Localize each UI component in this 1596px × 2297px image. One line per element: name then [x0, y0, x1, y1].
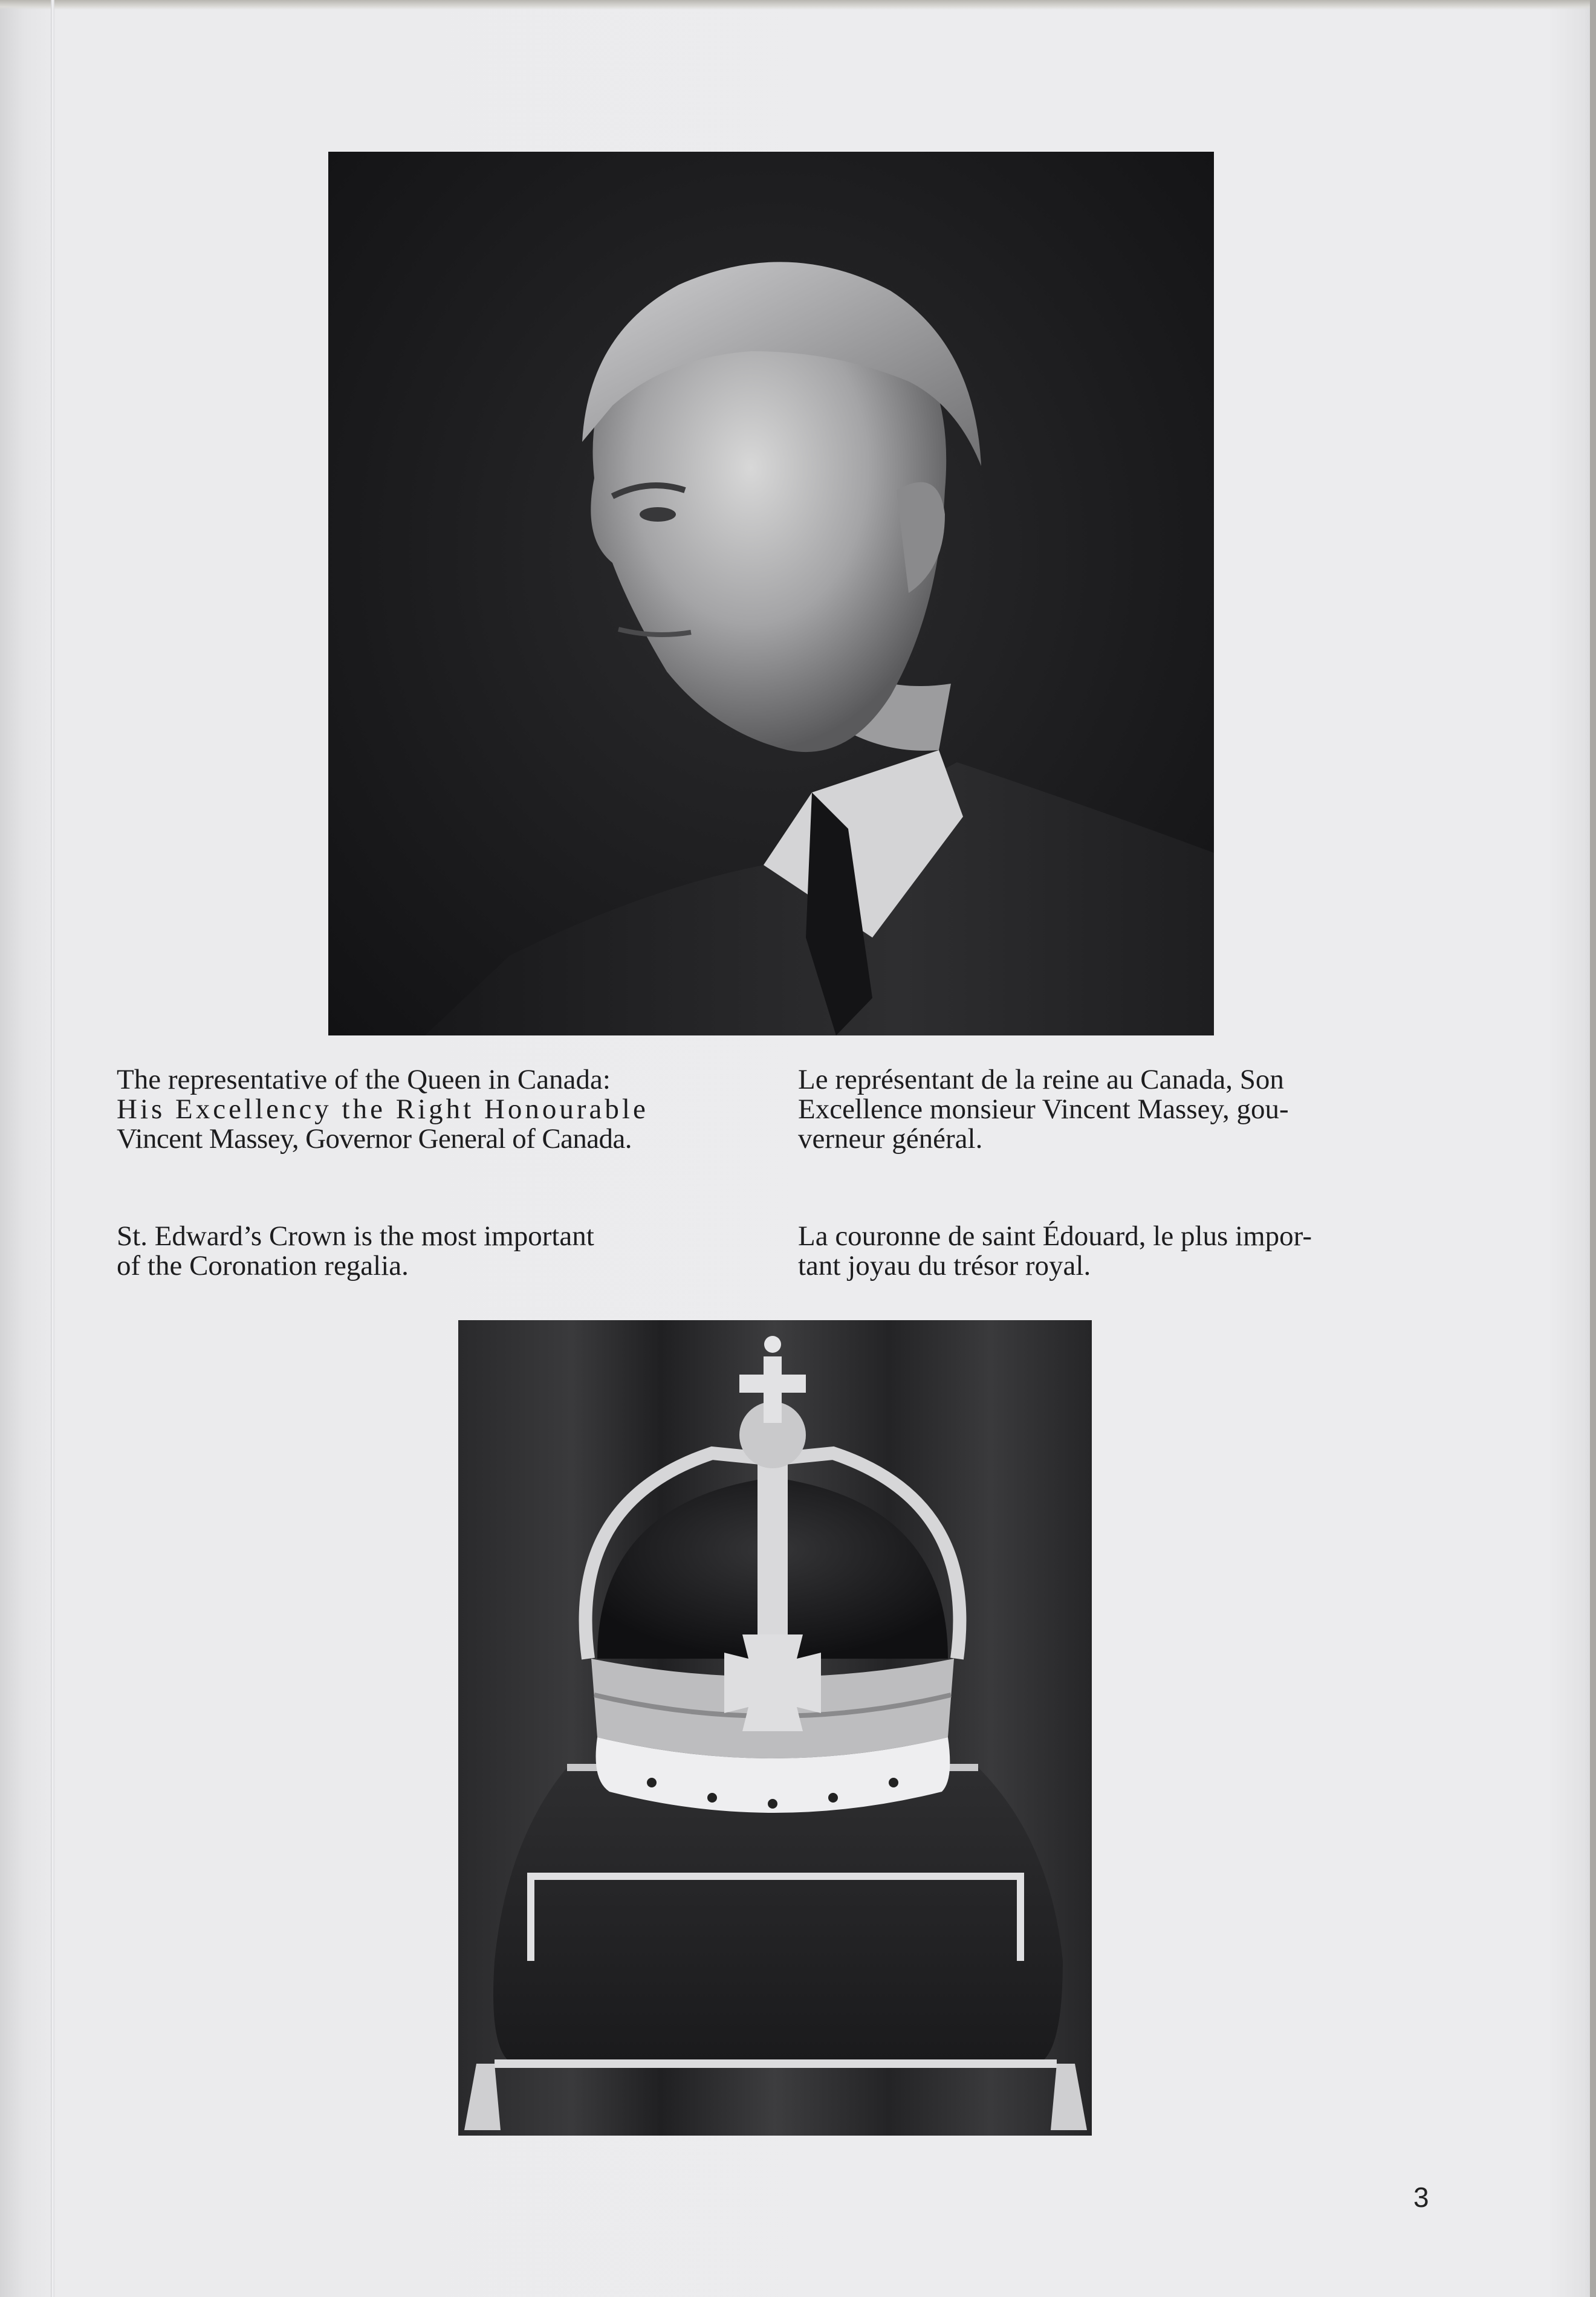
- crown-illustration: [458, 1320, 1092, 2136]
- caption-line: tant joyau du trésor royal.: [798, 1250, 1091, 1281]
- caption-line: Excellence monsieur Vincent Massey, gou-: [798, 1093, 1289, 1125]
- caption-line: The representative of the Queen in Canada:: [117, 1064, 611, 1095]
- caption-line: Vincent Massey, Governor General of Canada.: [117, 1123, 632, 1155]
- portrait-caption-french: [798, 1065, 1289, 1154]
- page-top-edge: [0, 0, 1596, 10]
- portrait-photo: [328, 152, 1214, 1035]
- crown-photo: [458, 1320, 1092, 2136]
- page-right-edge: [1590, 0, 1596, 2297]
- page-number: 3: [1413, 2182, 1429, 2213]
- caption-line: La couronne de saint Édouard, le plus impor-: [798, 1220, 1312, 1252]
- caption-line: Le représentant de la reine au Canada, Son: [798, 1064, 1284, 1095]
- crown-caption-english: [117, 1222, 594, 1281]
- caption-line: His Excellency the Right Honourable: [117, 1093, 649, 1125]
- caption-line: verneur général.: [798, 1123, 983, 1155]
- crown-caption-french: [798, 1222, 1312, 1281]
- caption-line: St. Edward’s Crown is the most important: [117, 1220, 594, 1252]
- caption-line: of the Coronation regalia.: [117, 1250, 409, 1281]
- portrait-caption-english: [117, 1065, 649, 1154]
- page-fold: [51, 0, 54, 2297]
- portrait-illustration: [328, 152, 1214, 1035]
